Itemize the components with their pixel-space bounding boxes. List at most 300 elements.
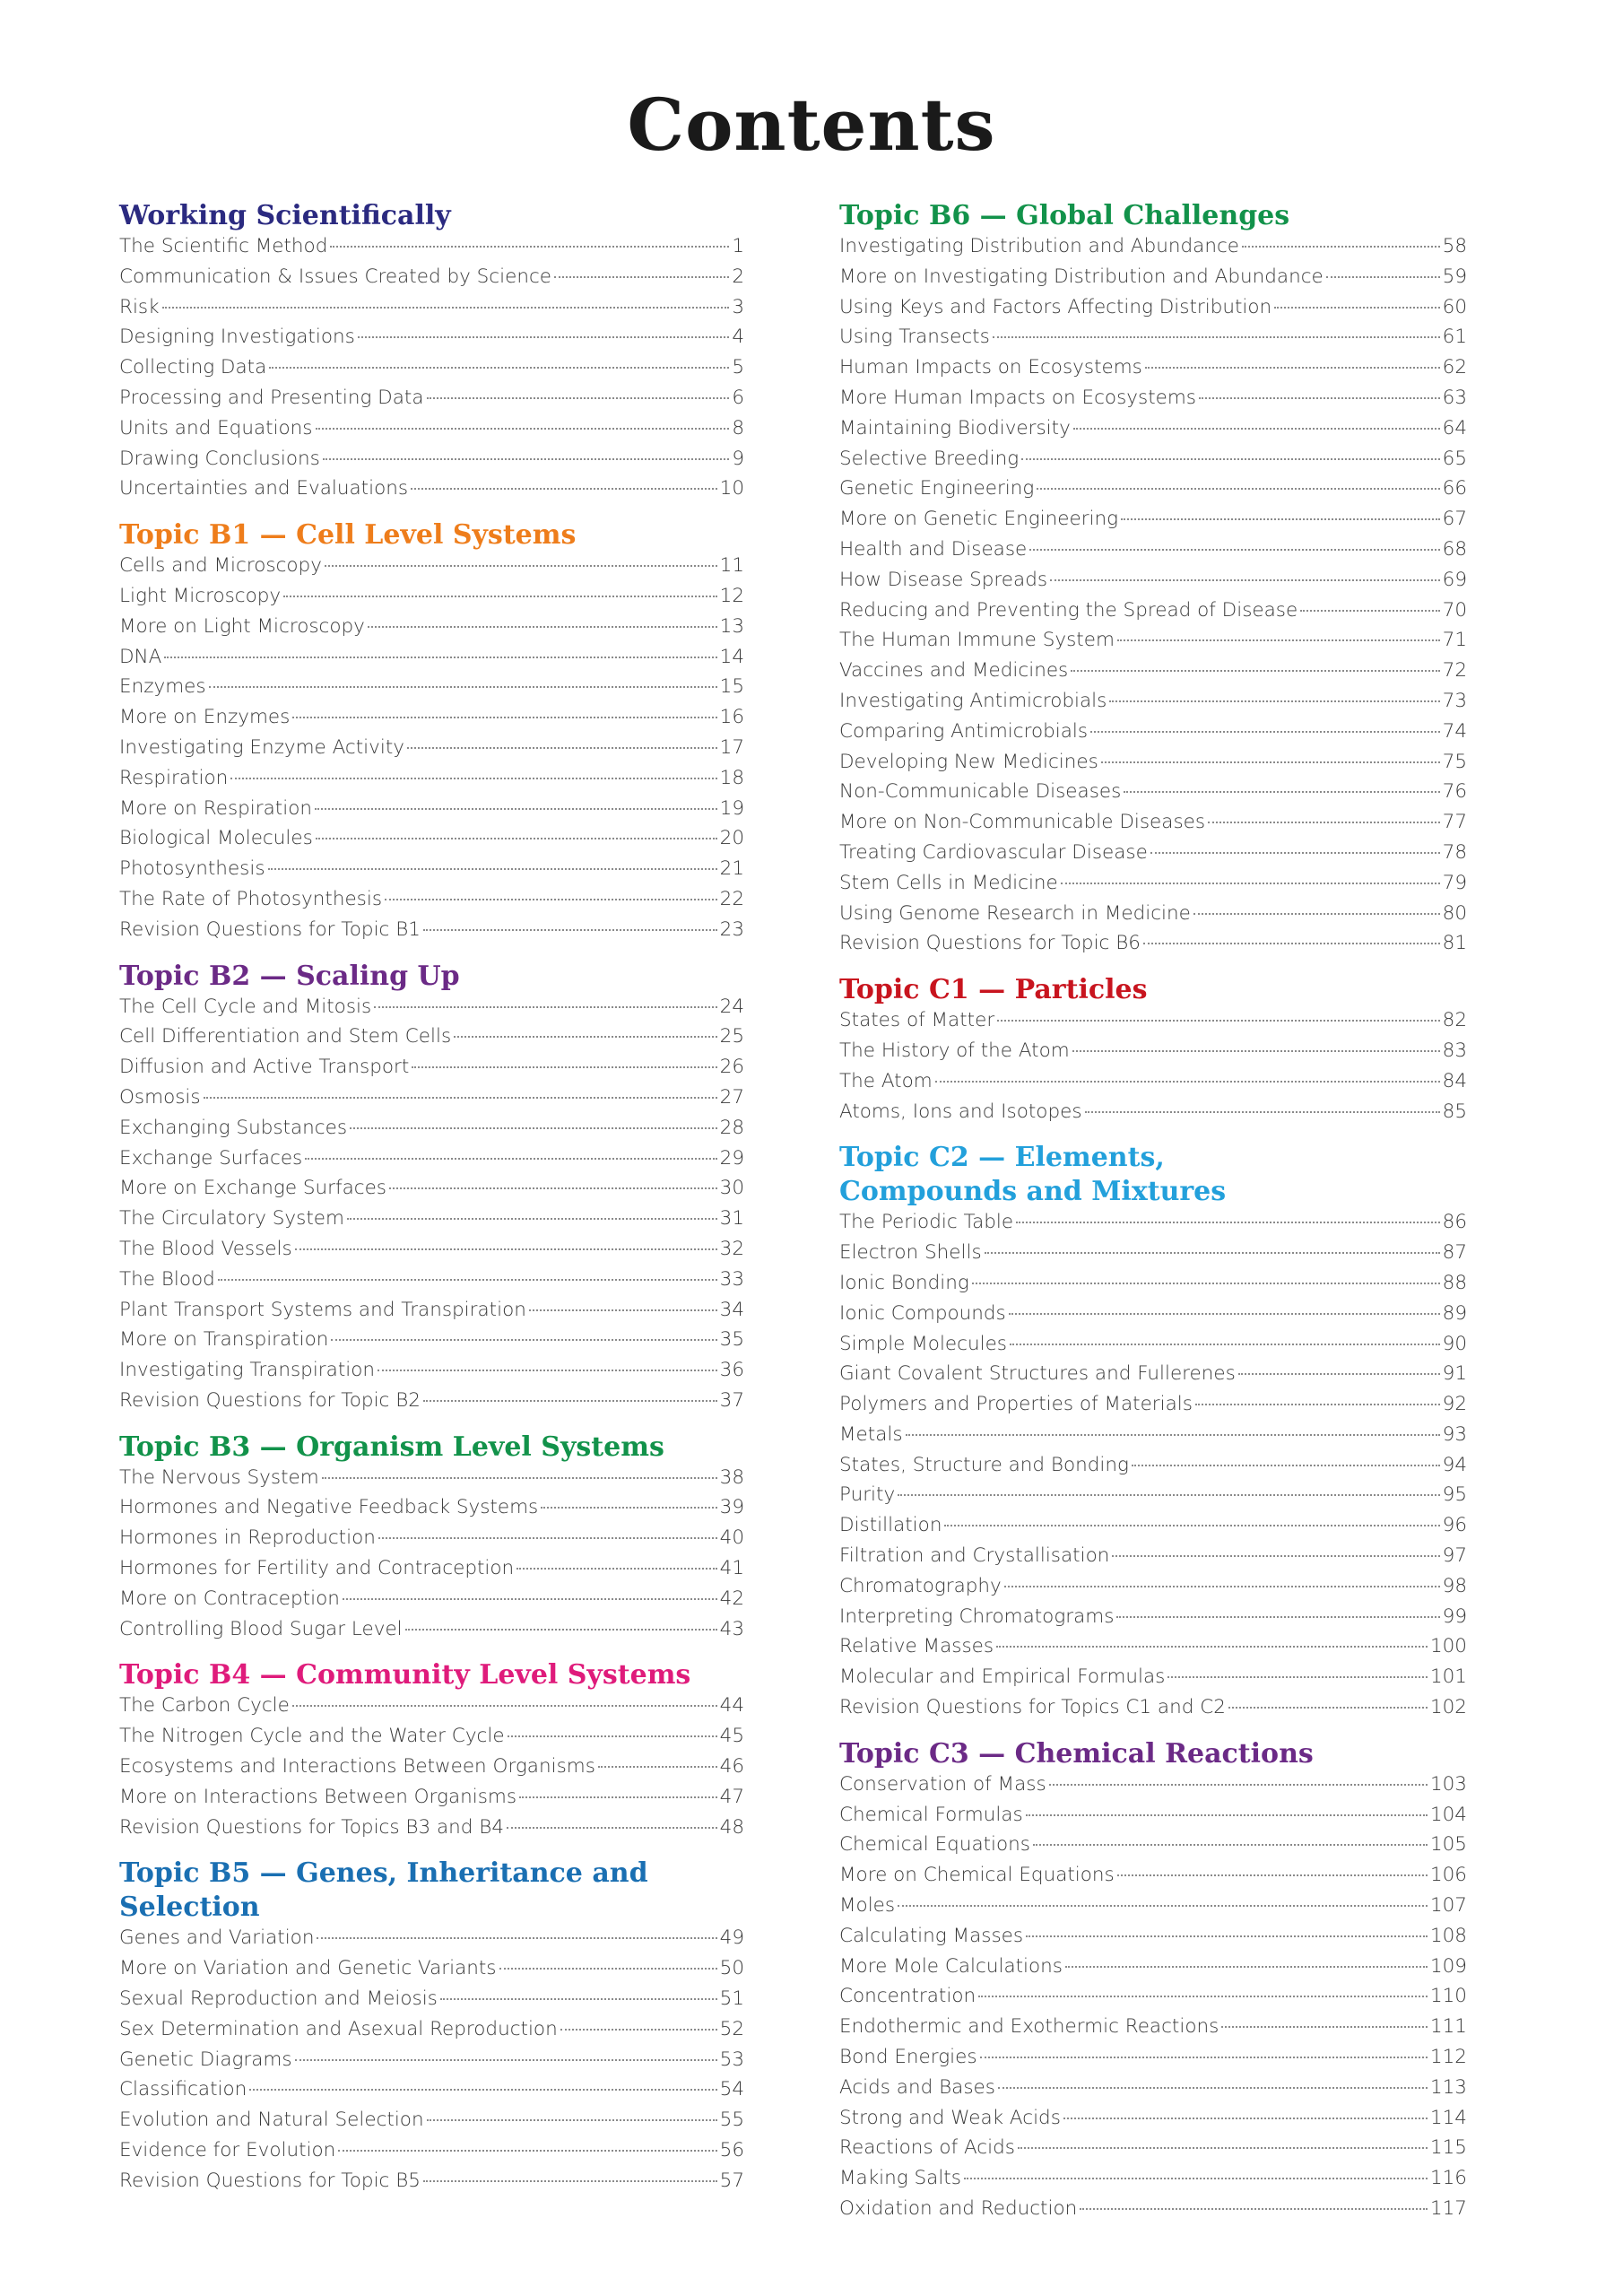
- toc-entry[interactable]: [839, 1773, 1467, 1804]
- page-number: 106: [1429, 1864, 1467, 1887]
- dot-leader: [1026, 1814, 1428, 1816]
- dot-leader: [598, 1766, 717, 1768]
- dot-leader: [325, 565, 717, 567]
- dot-leader: [368, 626, 717, 628]
- toc-entry[interactable]: [839, 1696, 1467, 1726]
- entry-title: Vaccines and Medicines: [839, 659, 1069, 683]
- dot-leader: [985, 1252, 1440, 1254]
- section-heading: Topic B2 — Scaling Up: [119, 960, 460, 992]
- toc-entry[interactable]: [839, 417, 1467, 448]
- page-number: 5: [732, 356, 744, 379]
- entry-title: Hormones in Reproduction: [119, 1526, 376, 1550]
- toc-entry[interactable]: [119, 1299, 744, 1329]
- dot-leader: [1065, 1966, 1428, 1968]
- page-number: 10: [719, 477, 744, 500]
- toc-entry[interactable]: [839, 1483, 1467, 1514]
- page-number: 91: [1442, 1362, 1467, 1386]
- entry-title: Controlling Blood Sugar Level: [119, 1617, 403, 1640]
- section-topic-c3-chemical-reactions: [839, 1737, 1467, 2228]
- entry-title: More on Enzymes: [119, 706, 291, 729]
- toc-entry[interactable]: [119, 1957, 744, 1987]
- entry-title: Selective Breeding: [839, 447, 1020, 470]
- dot-leader: [1300, 610, 1439, 612]
- entry-title: Treating Cardiovascular Disease: [839, 840, 1148, 864]
- dot-leader: [1010, 1344, 1440, 1345]
- entry-title: Non-Communicable Diseases: [839, 780, 1122, 804]
- entry-title: Cells and Microscopy: [119, 554, 322, 578]
- toc-entry[interactable]: [119, 1694, 744, 1725]
- toc-entry[interactable]: [119, 827, 744, 857]
- section-topic-b6-global-challenges: [839, 199, 1467, 962]
- toc-entry[interactable]: [119, 1117, 744, 1147]
- toc-entry[interactable]: [839, 1039, 1467, 1070]
- page-number: 61: [1442, 326, 1467, 349]
- entry-title: Biological Molecules: [119, 827, 313, 850]
- page-number: 46: [719, 1755, 744, 1779]
- toc-entry[interactable]: [839, 387, 1467, 417]
- dot-leader: [996, 1646, 1428, 1648]
- entry-title: Concentration: [839, 1985, 976, 2008]
- toc-entry[interactable]: [119, 767, 744, 797]
- page-number: 35: [719, 1328, 744, 1352]
- dot-leader: [358, 336, 730, 338]
- dot-leader: [292, 717, 716, 718]
- toc-entry[interactable]: [839, 629, 1467, 659]
- toc-entry[interactable]: [839, 1272, 1467, 1302]
- toc-entry[interactable]: [119, 1025, 744, 1056]
- dot-leader: [385, 899, 717, 900]
- toc-entry[interactable]: [119, 996, 744, 1026]
- entry-title: Osmosis: [119, 1085, 201, 1109]
- entry-title: Electron Shells: [839, 1241, 982, 1265]
- dot-leader: [997, 1020, 1439, 1022]
- dot-leader: [1061, 883, 1440, 884]
- dot-leader: [317, 1937, 716, 1939]
- page-number: 65: [1442, 447, 1467, 470]
- page-number: 44: [719, 1694, 744, 1718]
- toc-entry[interactable]: [119, 1786, 744, 1816]
- dot-leader: [507, 1827, 717, 1829]
- toc-entry[interactable]: [119, 2109, 744, 2139]
- section-heading: Topic B3 — Organism Level Systems: [119, 1431, 664, 1463]
- entry-title: States, Structure and Bonding: [839, 1453, 1129, 1476]
- toc-entry[interactable]: [119, 1207, 744, 1238]
- toc-entry[interactable]: [119, 1177, 744, 1207]
- toc-entry[interactable]: [119, 1328, 744, 1359]
- toc-entry[interactable]: [839, 1514, 1467, 1544]
- entry-title: More on Exchange Surfaces: [119, 1177, 386, 1200]
- entry-title: Revision Questions for Topic B6: [839, 932, 1141, 955]
- toc-entry[interactable]: [839, 1804, 1467, 1834]
- toc-entry[interactable]: [839, 508, 1467, 538]
- page-number: 114: [1429, 2106, 1467, 2129]
- page-number: 14: [719, 645, 744, 668]
- toc-entry[interactable]: [839, 2076, 1467, 2107]
- dot-leader: [944, 1525, 1439, 1526]
- page-number: 90: [1442, 1332, 1467, 1355]
- page-number: 74: [1442, 719, 1467, 743]
- toc-entry[interactable]: [839, 1070, 1467, 1100]
- toc-entry[interactable]: [119, 477, 744, 508]
- toc-entry[interactable]: [839, 599, 1467, 630]
- entry-title: Using Genome Research in Medicine: [839, 901, 1191, 925]
- page-number: 59: [1442, 265, 1467, 288]
- toc-entry[interactable]: [839, 1665, 1467, 1696]
- page-number: 107: [1429, 1894, 1467, 1918]
- dot-leader: [529, 1309, 717, 1311]
- entry-title: Processing and Presenting Data: [119, 386, 424, 409]
- toc-entry[interactable]: [839, 2046, 1467, 2076]
- toc-entry[interactable]: [119, 1389, 744, 1420]
- toc-entry[interactable]: [119, 2139, 744, 2170]
- page-number: 60: [1442, 295, 1467, 318]
- dot-leader: [1238, 1373, 1440, 1375]
- toc-entry[interactable]: [839, 1211, 1467, 1241]
- toc-entry[interactable]: [839, 477, 1467, 508]
- toc-entry[interactable]: [839, 1575, 1467, 1605]
- toc-entry[interactable]: [119, 585, 744, 615]
- entry-title: Light Microscopy: [119, 584, 282, 607]
- toc-entry[interactable]: [839, 659, 1467, 690]
- page-number: 48: [719, 1815, 744, 1839]
- entry-title: Photosynthesis: [119, 857, 265, 881]
- page-number: 27: [719, 1085, 744, 1109]
- toc-entry[interactable]: [119, 1926, 744, 1957]
- page-number: 97: [1442, 1544, 1467, 1568]
- page-number: 68: [1442, 537, 1467, 561]
- entry-title: More on Chemical Equations: [839, 1864, 1115, 1887]
- dot-leader: [1167, 1676, 1428, 1678]
- entry-title: Revision Questions for Topic B2: [119, 1388, 421, 1412]
- dot-leader: [268, 868, 717, 870]
- toc-entry[interactable]: [119, 1268, 744, 1299]
- toc-entry[interactable]: [119, 235, 744, 265]
- toc-entry[interactable]: [839, 2197, 1467, 2228]
- dot-leader: [315, 808, 717, 810]
- entry-title: Endothermic and Exothermic Reactions: [839, 2015, 1219, 2039]
- toc-entry[interactable]: [839, 1454, 1467, 1484]
- dot-leader: [1026, 1935, 1428, 1937]
- page-number: 47: [719, 1785, 744, 1808]
- toc-entry[interactable]: [119, 736, 744, 767]
- toc-entry[interactable]: [839, 1393, 1467, 1423]
- page-number: 31: [719, 1207, 744, 1231]
- toc-entry[interactable]: [119, 2078, 744, 2109]
- toc-entry[interactable]: [839, 2136, 1467, 2167]
- page-number: 95: [1442, 1483, 1467, 1507]
- entry-title: The Cell Cycle and Mitosis: [119, 995, 372, 1018]
- toc-entry[interactable]: [839, 296, 1467, 326]
- page-number: 85: [1442, 1100, 1467, 1123]
- toc-entry[interactable]: [839, 2107, 1467, 2137]
- toc-entry[interactable]: [839, 2015, 1467, 2046]
- dot-leader: [1199, 397, 1440, 399]
- page-number: 69: [1442, 568, 1467, 591]
- entry-title: Risk: [119, 295, 160, 318]
- entry-title: The Scientific Method: [119, 235, 328, 257]
- toc-entry[interactable]: [839, 1605, 1467, 1636]
- dot-leader: [1050, 579, 1440, 581]
- toc-entry[interactable]: [119, 797, 744, 828]
- page-number: 105: [1429, 1833, 1467, 1857]
- page-number: 42: [719, 1587, 744, 1610]
- toc-entry[interactable]: [119, 448, 744, 478]
- toc-entry[interactable]: [119, 1816, 744, 1847]
- section-heading: Topic B4 — Community Level Systems: [119, 1659, 691, 1692]
- toc-entry[interactable]: [839, 1241, 1467, 1272]
- page-number: 100: [1429, 1635, 1467, 1658]
- dot-leader: [162, 307, 730, 309]
- page-number: 67: [1442, 508, 1467, 531]
- toc-entry[interactable]: [839, 690, 1467, 720]
- toc-entry[interactable]: [119, 1587, 744, 1618]
- toc-entry[interactable]: [119, 2048, 744, 2079]
- toc-entry[interactable]: [119, 888, 744, 918]
- page-number: 112: [1429, 2046, 1467, 2069]
- page-number: 93: [1442, 1422, 1467, 1446]
- entry-title: Strong and Weak Acids: [839, 2106, 1061, 2129]
- page-number: 18: [719, 766, 744, 789]
- dot-leader: [1085, 1111, 1440, 1113]
- toc-entry[interactable]: [839, 1302, 1467, 1333]
- page-number: 64: [1442, 416, 1467, 439]
- toc-entry[interactable]: [839, 1985, 1467, 2015]
- dot-leader: [249, 2089, 716, 2091]
- dot-leader: [331, 1339, 716, 1341]
- section-topic-c1-particles: [839, 973, 1467, 1130]
- page-number: 50: [719, 1957, 744, 1980]
- toc-entry[interactable]: [119, 1147, 744, 1178]
- dot-leader: [972, 1283, 1440, 1284]
- toc-entry[interactable]: [119, 1755, 744, 1786]
- dot-leader: [295, 1248, 717, 1250]
- entry-title: The Periodic Table: [839, 1211, 1014, 1234]
- dot-leader: [1033, 1844, 1428, 1846]
- entry-title: More on Variation and Genetic Variants: [119, 1957, 497, 1980]
- dot-leader: [508, 1735, 717, 1737]
- entry-title: Investigating Enzyme Activity: [119, 735, 404, 759]
- toc-entry[interactable]: [119, 1466, 744, 1497]
- toc-entry[interactable]: [119, 1618, 744, 1648]
- toc-entry[interactable]: [119, 1496, 744, 1526]
- section-topic-b1-cell-level-systems: [119, 518, 744, 948]
- toc-entry[interactable]: [839, 1544, 1467, 1575]
- toc-entry[interactable]: [119, 554, 744, 585]
- toc-entry[interactable]: [119, 1086, 744, 1117]
- dot-leader: [218, 1279, 717, 1281]
- toc-entry[interactable]: [119, 646, 744, 676]
- page-number: 52: [719, 2017, 744, 2040]
- page-number: 101: [1429, 1665, 1467, 1689]
- page-number: 86: [1442, 1211, 1467, 1234]
- entry-title: Maintaining Biodiversity: [839, 416, 1071, 439]
- toc-entry[interactable]: [839, 780, 1467, 811]
- entry-title: Moles: [839, 1894, 896, 1918]
- toc-entry[interactable]: [839, 932, 1467, 962]
- toc-entry[interactable]: [839, 1955, 1467, 1986]
- page-number: 53: [719, 2048, 744, 2071]
- toc-entry[interactable]: [119, 265, 744, 296]
- page-number: 75: [1442, 750, 1467, 773]
- entry-title: States of Matter: [839, 1009, 995, 1032]
- toc-entry[interactable]: [119, 417, 744, 448]
- entry-title: Oxidation and Reduction: [839, 2197, 1078, 2221]
- dot-leader: [295, 2059, 717, 2061]
- entry-title: More Human Impacts on Ecosystems: [839, 386, 1197, 409]
- page-number: 70: [1442, 598, 1467, 622]
- toc-entry[interactable]: [839, 1894, 1467, 1925]
- toc-entry[interactable]: [839, 1333, 1467, 1363]
- dot-leader: [411, 488, 717, 490]
- page-number: 36: [719, 1359, 744, 1382]
- dot-leader: [980, 2057, 1428, 2058]
- entry-title: The Blood: [119, 1267, 215, 1291]
- page-number: 11: [719, 554, 744, 578]
- toc-entry[interactable]: [839, 538, 1467, 569]
- dot-leader: [1112, 1555, 1439, 1557]
- page-number: 37: [719, 1388, 744, 1412]
- entry-title: More on Respiration: [119, 796, 312, 820]
- page-number: 73: [1442, 689, 1467, 712]
- toc-entry[interactable]: [119, 387, 744, 417]
- dot-leader: [378, 1537, 717, 1539]
- toc-entry[interactable]: [839, 569, 1467, 599]
- page-number: 77: [1442, 811, 1467, 834]
- toc-entry[interactable]: [119, 2018, 744, 2048]
- dot-leader: [407, 747, 717, 749]
- dot-leader: [519, 1796, 717, 1798]
- toc-entry[interactable]: [119, 1557, 744, 1587]
- toc-entry[interactable]: [119, 1987, 744, 2018]
- dot-leader: [898, 1494, 1439, 1496]
- toc-entry[interactable]: [839, 841, 1467, 872]
- toc-entry[interactable]: [119, 1238, 744, 1268]
- dot-leader: [1109, 700, 1439, 702]
- toc-entry[interactable]: [839, 1833, 1467, 1864]
- page-number: 81: [1442, 932, 1467, 955]
- page-number: 4: [732, 326, 744, 349]
- page-number: 19: [719, 796, 744, 820]
- page-number: 104: [1429, 1803, 1467, 1826]
- dot-leader: [1080, 2208, 1428, 2210]
- page-number: 45: [719, 1725, 744, 1748]
- page-number: 72: [1442, 659, 1467, 683]
- dot-leader: [1009, 1313, 1440, 1315]
- toc-entry[interactable]: [839, 448, 1467, 478]
- entry-title: Giant Covalent Structures and Fullerenes: [839, 1362, 1236, 1386]
- toc-entry[interactable]: [839, 356, 1467, 387]
- dot-leader: [1072, 1050, 1440, 1052]
- dot-leader: [323, 458, 729, 460]
- dot-leader: [1121, 518, 1440, 520]
- toc-entry[interactable]: [119, 1056, 744, 1086]
- page-number: 62: [1442, 356, 1467, 379]
- entry-title: Acids and Bases: [839, 2075, 995, 2099]
- entry-title: Polymers and Properties of Materials: [839, 1393, 1193, 1416]
- toc-entry[interactable]: [119, 2170, 744, 2200]
- toc-entry[interactable]: [119, 675, 744, 706]
- dot-leader: [1090, 731, 1440, 733]
- toc-entry[interactable]: [119, 918, 744, 949]
- toc-entry[interactable]: [839, 811, 1467, 841]
- entry-title: Evolution and Natural Selection: [119, 2109, 424, 2132]
- entry-title: How Disease Spreads: [839, 568, 1048, 591]
- dot-leader: [316, 428, 730, 430]
- toc-entry[interactable]: [119, 615, 744, 646]
- toc-entry[interactable]: [839, 720, 1467, 751]
- toc-entry[interactable]: [839, 2167, 1467, 2197]
- dot-leader: [560, 2029, 717, 2031]
- toc-entry[interactable]: [119, 1359, 744, 1389]
- dot-leader: [230, 778, 716, 779]
- page-number: 83: [1442, 1039, 1467, 1062]
- toc-entry[interactable]: [119, 1725, 744, 1755]
- dot-leader: [292, 1705, 717, 1707]
- toc-entry[interactable]: [839, 1100, 1467, 1131]
- toc-entry[interactable]: [119, 356, 744, 387]
- entry-title: Respiration: [119, 766, 229, 789]
- page-number: 56: [719, 2139, 744, 2162]
- entry-title: Sexual Reproduction and Meiosis: [119, 1987, 438, 2011]
- toc-entry[interactable]: [839, 1864, 1467, 1894]
- toc-entry[interactable]: [839, 1423, 1467, 1454]
- toc-entry[interactable]: [119, 1526, 744, 1557]
- dot-leader: [1021, 458, 1440, 460]
- toc-entry[interactable]: [839, 872, 1467, 902]
- entry-title: Using Keys and Factors Affecting Distribution: [839, 295, 1272, 318]
- dot-leader: [338, 2150, 716, 2152]
- section-heading: Topic C3 — Chemical Reactions: [839, 1737, 1314, 1770]
- toc-entry[interactable]: [839, 902, 1467, 933]
- page-number: 88: [1442, 1271, 1467, 1294]
- entry-title: Sex Determination and Asexual Reproduction: [119, 2017, 558, 2040]
- dot-leader: [305, 1158, 716, 1160]
- toc-entry[interactable]: [839, 1362, 1467, 1393]
- toc-entry[interactable]: [839, 1635, 1467, 1665]
- page-number: 89: [1442, 1301, 1467, 1325]
- toc-entry[interactable]: [119, 857, 744, 888]
- page-number: 103: [1429, 1772, 1467, 1796]
- entry-title: Atoms, Ions and Isotopes: [839, 1100, 1082, 1123]
- section-heading: Topic C2 — Elements, Compounds and Mixtures: [839, 1142, 1227, 1208]
- page-number: 25: [719, 1025, 744, 1048]
- toc-entry[interactable]: [839, 326, 1467, 356]
- dot-leader: [1150, 852, 1440, 854]
- page-number: 26: [719, 1056, 744, 1079]
- entry-title: Investigating Distribution and Abundance: [839, 235, 1240, 257]
- toc-entry[interactable]: [119, 706, 744, 736]
- page-number: 58: [1442, 235, 1467, 257]
- toc-entry[interactable]: [119, 296, 744, 326]
- dot-leader: [269, 367, 729, 369]
- toc-entry[interactable]: [839, 235, 1467, 265]
- page-number: 102: [1429, 1696, 1467, 1719]
- page-number: 55: [719, 2109, 744, 2132]
- toc-entry[interactable]: [839, 1925, 1467, 1955]
- dot-leader: [454, 1036, 716, 1038]
- entry-title: Filtration and Crystallisation: [839, 1544, 1110, 1568]
- dot-leader: [1228, 1707, 1428, 1709]
- toc-entry[interactable]: [839, 751, 1467, 781]
- section-heading: Topic B1 — Cell Level Systems: [119, 519, 577, 552]
- toc-entry[interactable]: [119, 326, 744, 356]
- dot-leader: [1071, 670, 1439, 672]
- page-number: 116: [1429, 2167, 1467, 2190]
- page-number: 51: [719, 1987, 744, 2011]
- toc-entry[interactable]: [839, 1009, 1467, 1039]
- dot-leader: [330, 246, 729, 248]
- toc-entry[interactable]: [839, 265, 1467, 296]
